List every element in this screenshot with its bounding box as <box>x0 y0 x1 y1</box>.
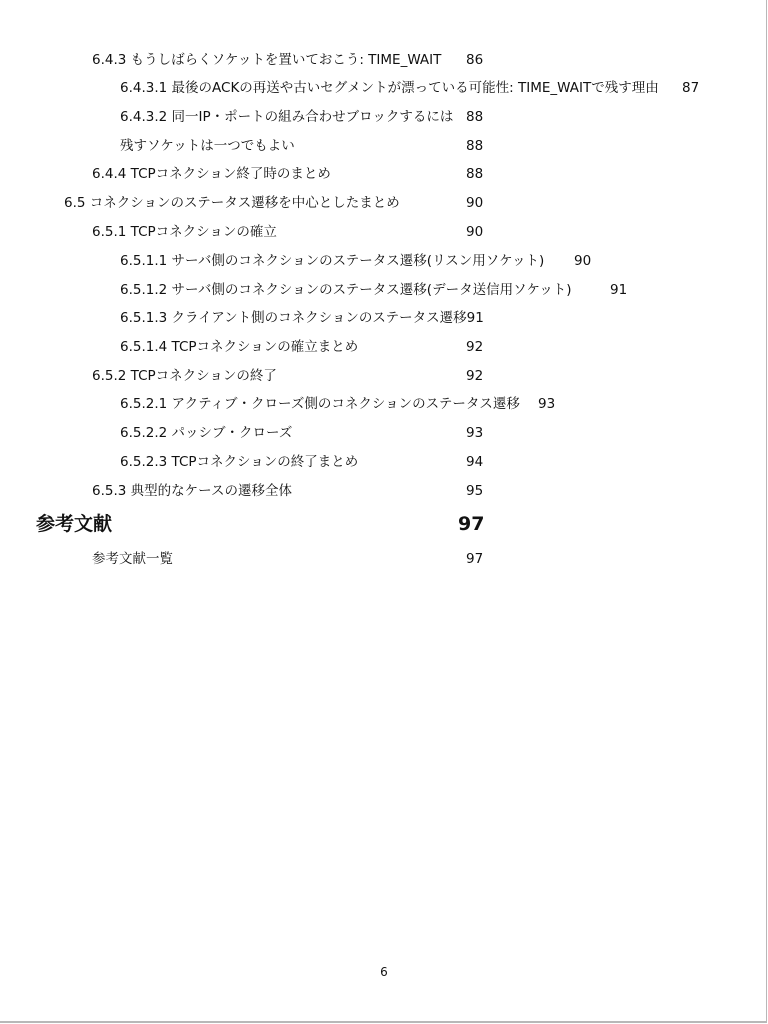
toc-entry-6-5-2-3[interactable] <box>120 452 520 472</box>
toc-entry-title: 6.5.1.1 サーバ側のコネクションのステータス遷移(リスン用ソケット) <box>120 253 545 269</box>
toc-entry-6-5-1-4[interactable] <box>120 337 520 357</box>
toc-entry-6-5-1-3[interactable] <box>120 308 520 328</box>
toc-entry-6-4-4[interactable] <box>92 164 512 184</box>
toc-entry-6-4-3[interactable] <box>92 50 512 70</box>
toc-chapter-page: 97 <box>458 513 485 535</box>
toc-entry-6-5-1-2[interactable] <box>120 280 650 300</box>
toc-entry-title: 6.5.1.4 TCPコネクションの確立まとめ <box>120 339 359 355</box>
toc-entry-page: 92 <box>466 339 484 355</box>
toc-entry-title: 6.5.2.2 パッシブ・クローズ <box>120 425 293 441</box>
toc-entry-page: 88 <box>466 166 484 182</box>
toc-entry-title: 6.5.1 TCPコネクションの確立 <box>92 224 277 240</box>
toc-entry-title: 6.4.4 TCPコネクション終了時のまとめ <box>92 166 331 182</box>
toc-entry-title: 6.4.3 もうしばらくソケットを置いておこう: TIME_WAIT <box>92 52 442 68</box>
toc-entry-6-5-1[interactable] <box>92 222 512 242</box>
toc-entry-title: 参考文献一覧 <box>92 551 173 567</box>
toc-entry-page: 88 <box>466 138 484 154</box>
toc-entry-6-5-2[interactable] <box>92 366 512 386</box>
toc-entry-title: 6.5.1.3 クライアント側のコネクションのステータス遷移91 <box>120 310 484 326</box>
toc-entry-page: 87 <box>682 80 700 96</box>
toc-chapter-title: 参考文献 <box>36 513 113 535</box>
toc-chapter-references[interactable] <box>36 510 496 538</box>
page-number: 6 <box>380 965 388 979</box>
toc-entry-page: 90 <box>466 224 484 240</box>
toc-entry-6-4-3-1[interactable] <box>120 78 720 98</box>
toc-entry-page: 91 <box>610 282 628 298</box>
toc-entry-page: 97 <box>466 551 484 567</box>
toc-entry-page: 93 <box>466 425 484 441</box>
toc-entry-title: 6.5.2.3 TCPコネクションの終了まとめ <box>120 454 359 470</box>
toc-entry-title: 6.4.3.2 同一IP・ポートの組み合わせブロックするには <box>120 109 454 125</box>
toc-entry-page: 86 <box>466 52 484 68</box>
toc-entry-continuation[interactable] <box>120 136 520 156</box>
toc-entry-page: 95 <box>466 483 484 499</box>
toc-entry-references-list[interactable] <box>92 549 512 569</box>
toc-entry-page: 90 <box>466 195 484 211</box>
toc-entry-6-5-2-1[interactable] <box>120 394 590 414</box>
toc-entry-title: 残すソケットは一つでもよい <box>120 138 295 154</box>
toc-entry-page: 88 <box>466 109 484 125</box>
toc-entry-title: 6.5 コネクションのステータス遷移を中心としたまとめ <box>64 195 400 211</box>
toc-entry-6-5-1-1[interactable] <box>120 251 610 271</box>
toc-entry-page: 94 <box>466 454 484 470</box>
toc-entry-page: 92 <box>466 368 484 384</box>
toc-entry-6-4-3-2[interactable] <box>120 107 520 127</box>
toc-entry-title: 6.4.3.1 最後のACKの再送や古いセグメントが漂っている可能性: TIME_WAITで残す理由 <box>120 80 659 96</box>
toc-entry-6-5-2-2[interactable] <box>120 423 520 443</box>
toc-entry-page: 93 <box>538 396 556 412</box>
toc-entry-6-5-3[interactable] <box>92 481 512 501</box>
toc-entry-page: 90 <box>574 253 592 269</box>
toc-entry-title: 6.5.1.2 サーバ側のコネクションのステータス遷移(データ送信用ソケット) <box>120 282 572 298</box>
toc-entry-title: 6.5.2.1 アクティブ・クローズ側のコネクションのステータス遷移 <box>120 396 520 412</box>
toc-entry-title: 6.5.3 典型的なケースの遷移全体 <box>92 483 292 499</box>
toc-entry-6-5[interactable] <box>64 193 514 213</box>
toc-entry-title: 6.5.2 TCPコネクションの終了 <box>92 368 277 384</box>
